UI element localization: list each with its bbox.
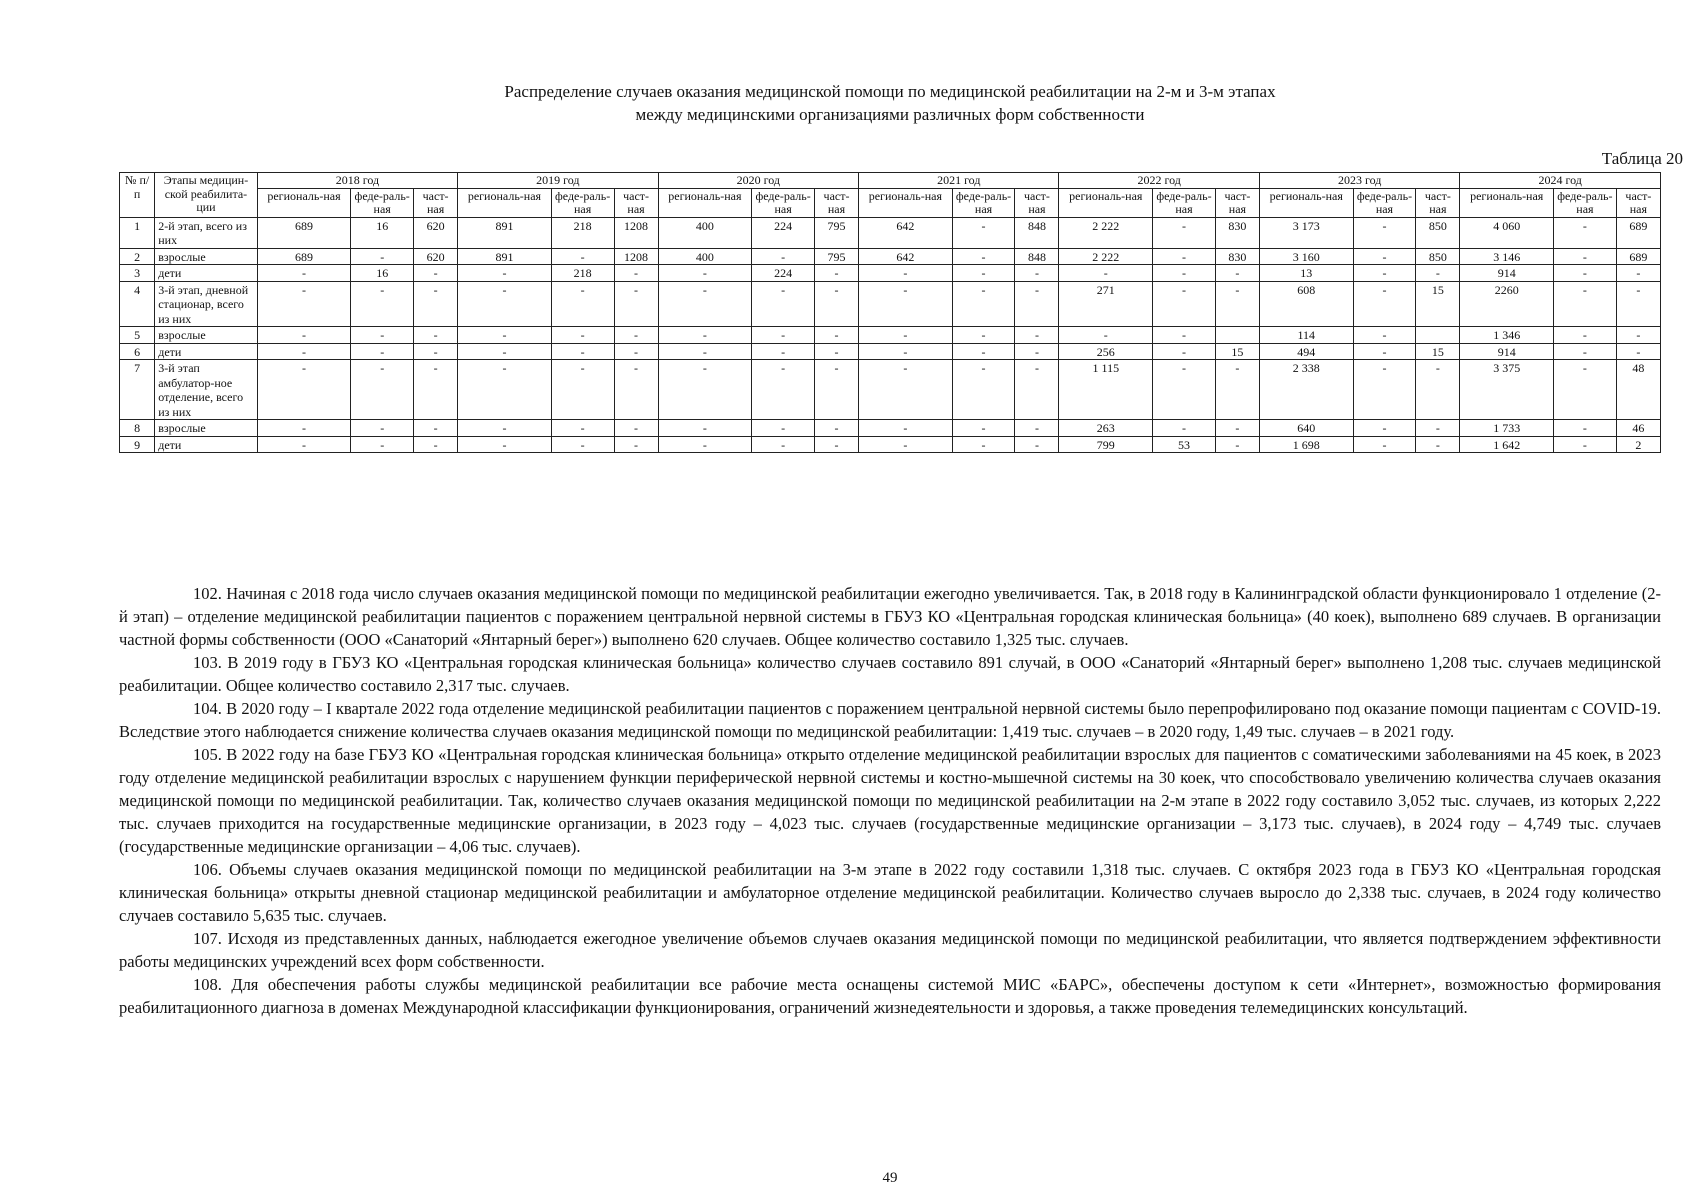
header-year: 2022 год [1059, 173, 1259, 189]
table-cell: - [752, 360, 815, 420]
paragraph: 104. В 2020 году – I квартале 2022 года отделение медицинской реабилитации пациентов с поражением центральной нервной системы было перепрофилировано под оказание помощи пациентам с COVID-19. Вследствие этого наблюдается снижение количества случаев оказания медицинской помощи по медицинской реабилитации: 1,419 тыс. случаев – в 2020 году, 1,49 тыс. случаев – в 2021 году. [119, 699, 1661, 741]
table-cell: - [814, 265, 858, 282]
table-cell: 400 [658, 248, 752, 265]
table-cell: - [658, 360, 752, 420]
table-row [120, 248, 1661, 265]
table-cell: - [1416, 420, 1460, 437]
table-cell [1215, 327, 1259, 344]
table-cell: 689 [1616, 248, 1660, 265]
table-cell: 3 146 [1460, 248, 1554, 265]
header-ownership: част-ная [1416, 188, 1460, 217]
row-number: 1 [120, 217, 155, 248]
row-stage: дети [155, 343, 257, 360]
table-cell: - [658, 436, 752, 453]
table-row [120, 360, 1661, 420]
table-cell: - [814, 343, 858, 360]
rehab-cases-table [119, 172, 1661, 453]
table-cell: - [257, 420, 351, 437]
header-ownership: част-ная [1215, 188, 1259, 217]
table-cell: - [458, 360, 552, 420]
table-cell: - [1353, 281, 1416, 327]
header-ownership: феде-раль-ная [551, 188, 614, 217]
paragraph: 106. Объемы случаев оказания медицинской помощи по медицинской реабилитации на 3-м этапе в 2022 году составили 1,318 тыс. случаев. С октября 2023 года в ГБУЗ КО «Центральная городская клиническая больница» открыты дневной стационар медицинской реабилитации и амбулаторное отделение медицинской реабилитации. Количество случаев выросло до 2,338 тыс. случаев, в 2024 году количество случаев составило 5,635 тыс. случаев. [119, 860, 1661, 925]
table-cell: - [1353, 265, 1416, 282]
table-cell: - [952, 248, 1015, 265]
table-row [120, 217, 1661, 248]
table-cell: - [1215, 281, 1259, 327]
year-header-row [120, 173, 1661, 189]
table-cell: 2 222 [1059, 217, 1153, 248]
table-cell: - [1554, 436, 1617, 453]
row-stage: взрослые [155, 248, 257, 265]
header-ownership: региональ-ная [1259, 188, 1353, 217]
table-cell: 16 [351, 265, 414, 282]
table-row [120, 281, 1661, 327]
table-cell: 271 [1059, 281, 1153, 327]
header-ownership: региональ-ная [257, 188, 351, 217]
header-num: № п/п [120, 173, 155, 218]
table-cell: - [1353, 436, 1416, 453]
table-cell: - [1215, 420, 1259, 437]
table-row [120, 420, 1661, 437]
table-cell: - [1554, 360, 1617, 420]
table-cell: - [1215, 265, 1259, 282]
table-cell: - [614, 343, 658, 360]
table-cell: - [414, 420, 458, 437]
row-stage: дети [155, 265, 257, 282]
table-cell: - [414, 343, 458, 360]
table-cell: 4 060 [1460, 217, 1554, 248]
table-cell: 218 [551, 217, 614, 248]
table-cell: - [1153, 343, 1216, 360]
table-cell: - [458, 420, 552, 437]
table-cell: - [614, 436, 658, 453]
header-ownership: феде-раль-ная [1353, 188, 1416, 217]
table-cell: - [859, 265, 953, 282]
header-year: 2018 год [257, 173, 457, 189]
table-cell: - [458, 343, 552, 360]
table-cell: 640 [1259, 420, 1353, 437]
table-cell: 891 [458, 248, 552, 265]
table-cell: 3 375 [1460, 360, 1554, 420]
table-cell: - [351, 248, 414, 265]
page-number: 49 [882, 1170, 898, 1186]
table-cell: - [859, 343, 953, 360]
table-cell: 848 [1015, 217, 1059, 248]
table-cell: 2 [1616, 436, 1660, 453]
paragraph: 107. Исходя из представленных данных, наблюдается ежегодное увеличение объемов случаев оказания медицинской помощи по медицинской реабилитации, что является подтверждением эффективности работы медицинских учреждений всех форм собственности. [119, 929, 1661, 971]
table-cell: - [257, 281, 351, 327]
table-cell: - [952, 327, 1015, 344]
header-ownership: феде-раль-ная [1554, 188, 1617, 217]
table-cell: - [658, 265, 752, 282]
table-cell: 114 [1259, 327, 1353, 344]
table-cell: - [1153, 265, 1216, 282]
table-cell: - [257, 436, 351, 453]
table-cell: - [1059, 265, 1153, 282]
table-cell: 689 [257, 217, 351, 248]
table-cell: 224 [752, 217, 815, 248]
table-cell: 850 [1416, 248, 1460, 265]
row-stage: дети [155, 436, 257, 453]
table-cell: - [1215, 436, 1259, 453]
table-cell: - [1616, 343, 1660, 360]
table-cell: - [1416, 436, 1460, 453]
table-cell: 1 733 [1460, 420, 1554, 437]
table-cell: - [814, 360, 858, 420]
table-cell: - [1015, 360, 1059, 420]
table-cell: - [351, 436, 414, 453]
header-year: 2024 год [1460, 173, 1661, 189]
table-cell: 1 115 [1059, 360, 1153, 420]
table-cell: - [814, 436, 858, 453]
table-cell: - [1353, 343, 1416, 360]
paragraph: 103. В 2019 году в ГБУЗ КО «Центральная городская клиническая больница» количество случаев составило 891 случай, в ООО «Санаторий «Янтарный берег» выполнено 1,208 тыс. случаев медицинской реабилитации. Общее количество составило 2,317 тыс. случаев. [119, 653, 1661, 695]
table-cell: - [1554, 327, 1617, 344]
table-row [120, 265, 1661, 282]
table-cell: - [551, 360, 614, 420]
table-cell: - [414, 327, 458, 344]
table-cell: 13 [1259, 265, 1353, 282]
table-cell: 848 [1015, 248, 1059, 265]
table-cell: 689 [257, 248, 351, 265]
table-cell: 400 [658, 217, 752, 248]
header-ownership: част-ная [1616, 188, 1660, 217]
header-ownership: региональ-ная [658, 188, 752, 217]
table-cell: 15 [1416, 343, 1460, 360]
row-stage: взрослые [155, 420, 257, 437]
page-title [0, 80, 1697, 126]
table-cell: 16 [351, 217, 414, 248]
header-ownership: част-ная [814, 188, 858, 217]
table-cell: - [814, 281, 858, 327]
table-cell: - [752, 343, 815, 360]
table-cell: - [551, 327, 614, 344]
table-row [120, 327, 1661, 344]
table-body [120, 217, 1661, 453]
row-stage: 3-й этап амбулатор-ное отделение, всего из них [155, 360, 257, 420]
table-cell: - [614, 281, 658, 327]
table-cell: 795 [814, 248, 858, 265]
table-cell: - [752, 327, 815, 344]
table-cell: - [752, 436, 815, 453]
table-cell: - [551, 420, 614, 437]
table-cell: - [1153, 420, 1216, 437]
header-year: 2019 год [458, 173, 658, 189]
table-cell: - [1215, 360, 1259, 420]
row-stage: 3-й этап, дневной стационар, всего из них [155, 281, 257, 327]
table-cell: - [1153, 248, 1216, 265]
table-cell: - [952, 436, 1015, 453]
table-cell: - [351, 343, 414, 360]
table-cell: 224 [752, 265, 815, 282]
table-cell: 53 [1153, 436, 1216, 453]
table-cell: - [257, 265, 351, 282]
table-row [120, 436, 1661, 453]
table-cell: - [458, 436, 552, 453]
table-cell: - [814, 420, 858, 437]
table-cell: 620 [414, 248, 458, 265]
table-cell: - [752, 281, 815, 327]
table-cell: 15 [1416, 281, 1460, 327]
row-number: 4 [120, 281, 155, 327]
table-cell: - [1153, 281, 1216, 327]
table-cell: 3 173 [1259, 217, 1353, 248]
table-cell: - [614, 265, 658, 282]
table-cell: - [814, 327, 858, 344]
table-cell: - [1153, 360, 1216, 420]
table-cell: - [952, 265, 1015, 282]
header-ownership: региональ-ная [859, 188, 953, 217]
table-cell: - [1554, 343, 1617, 360]
header-ownership: региональ-ная [1460, 188, 1554, 217]
row-number: 6 [120, 343, 155, 360]
table-cell: - [859, 420, 953, 437]
paragraph: 105. В 2022 году на базе ГБУЗ КО «Центральная городская клиническая больница» открыто отделение медицинской реабилитации взрослых для пациентов с соматическими заболеваниями на 45 коек, в 2023 году отделение медицинской реабилитации взрослых с нарушением функции периферической нервной системы и костно-мышечной системы на 30 коек, что способствовало увеличению количества случаев оказания медицинской помощи по медицинской реабилитации. Так, количество случаев оказания медицинской помощи по медицинской реабилитации на 2-м этапе в 2022 году составило 3,052 тыс. случаев, из которых 2,222 тыс. случаев приходится на государственные медицинские организации, в 2023 году – 4,023 тыс. случаев (государственные медицинские организации – 3,173 тыс. случаев), в 2024 году – 4,749 тыс. случаев (государственные медицинские организации – 4,06 тыс. случаев). [119, 745, 1661, 856]
table-cell: - [1616, 281, 1660, 327]
table-cell: - [458, 265, 552, 282]
header-year: 2020 год [658, 173, 858, 189]
table-cell: - [1554, 281, 1617, 327]
row-stage: 2-й этап, всего из них [155, 217, 257, 248]
row-stage: взрослые [155, 327, 257, 344]
row-number: 8 [120, 420, 155, 437]
row-number: 2 [120, 248, 155, 265]
table-cell: - [1153, 327, 1216, 344]
table-cell: 218 [551, 265, 614, 282]
body-text [119, 582, 1661, 1019]
table-cell: - [257, 327, 351, 344]
table-cell: - [1353, 248, 1416, 265]
table-cell: - [414, 436, 458, 453]
table-cell: - [614, 420, 658, 437]
table-cell: - [859, 436, 953, 453]
table-cell: - [351, 327, 414, 344]
table-row [120, 343, 1661, 360]
table-cell: - [1554, 217, 1617, 248]
table-cell: - [1015, 436, 1059, 453]
table-cell: - [952, 360, 1015, 420]
table-cell: - [1353, 420, 1416, 437]
table-cell: - [551, 281, 614, 327]
table-number: Таблица 20 [1601, 149, 1683, 168]
table-cell: 1208 [614, 248, 658, 265]
table-cell: 642 [859, 248, 953, 265]
table-cell: - [551, 343, 614, 360]
table-cell: 850 [1416, 217, 1460, 248]
table-cell: - [1353, 360, 1416, 420]
table-cell: - [658, 281, 752, 327]
table-cell: 914 [1460, 265, 1554, 282]
table-cell: - [859, 281, 953, 327]
header-year: 2021 год [859, 173, 1059, 189]
table-cell: - [351, 420, 414, 437]
header-stage: Этапы медицин-ской реабилита-ции [155, 173, 257, 218]
paragraph: 108. Для обеспечения работы службы медицинской реабилитации все рабочие места оснащены системой МИС «БАРС», обеспечены доступом к сети «Интернет», возможностью формирования реабилитационного диагноза в доменах Международной классификации функционирования, ограничений жизнедеятельности и здоровья, а также проведения телемедицинских консультаций. [119, 975, 1661, 1017]
table-cell: 608 [1259, 281, 1353, 327]
table-cell: 3 160 [1259, 248, 1353, 265]
table-cell: 642 [859, 217, 953, 248]
table-cell: - [1616, 265, 1660, 282]
table-cell: - [1015, 420, 1059, 437]
row-number: 9 [120, 436, 155, 453]
table-cell: - [1353, 217, 1416, 248]
header-ownership: региональ-ная [1059, 188, 1153, 217]
table-cell: 256 [1059, 343, 1153, 360]
table-cell: 891 [458, 217, 552, 248]
table-cell: - [859, 327, 953, 344]
table-cell: - [1554, 420, 1617, 437]
table-cell: 15 [1215, 343, 1259, 360]
table-cell: - [1015, 265, 1059, 282]
table-cell: - [1015, 343, 1059, 360]
table-cell: 263 [1059, 420, 1153, 437]
header-year: 2023 год [1259, 173, 1459, 189]
header-ownership: част-ная [414, 188, 458, 217]
table-cell: 689 [1616, 217, 1660, 248]
title-line-1: Распределение случаев оказания медицинской помощи по медицинской реабилитации на 2-м и 3-м этапах [504, 82, 1276, 101]
ownership-header-row [120, 188, 1661, 217]
table-cell: - [1416, 360, 1460, 420]
row-number: 3 [120, 265, 155, 282]
table-cell: - [257, 343, 351, 360]
header-ownership: феде-раль-ная [952, 188, 1015, 217]
table-cell: - [1353, 327, 1416, 344]
table-cell: 830 [1215, 248, 1259, 265]
table-cell: - [351, 360, 414, 420]
table-cell: 494 [1259, 343, 1353, 360]
table-cell: - [614, 327, 658, 344]
table-cell: - [1015, 281, 1059, 327]
header-ownership: региональ-ная [458, 188, 552, 217]
table-cell: - [859, 360, 953, 420]
table-cell: - [414, 281, 458, 327]
table-cell: - [1153, 217, 1216, 248]
table-cell: - [414, 265, 458, 282]
table-cell: - [551, 248, 614, 265]
table-cell: 1 642 [1460, 436, 1554, 453]
header-ownership: феде-раль-ная [351, 188, 414, 217]
header-ownership: част-ная [1015, 188, 1059, 217]
table-cell: - [551, 436, 614, 453]
table-cell: 1 698 [1259, 436, 1353, 453]
table-cell: - [458, 281, 552, 327]
table-cell: - [658, 343, 752, 360]
table-cell: - [658, 420, 752, 437]
table-cell: 46 [1616, 420, 1660, 437]
table-cell: 830 [1215, 217, 1259, 248]
table-cell: - [752, 248, 815, 265]
table-cell: - [752, 420, 815, 437]
header-ownership: феде-раль-ная [752, 188, 815, 217]
row-number: 5 [120, 327, 155, 344]
table-cell: - [1059, 327, 1153, 344]
table-cell: - [351, 281, 414, 327]
table-cell: 2 222 [1059, 248, 1153, 265]
table-cell: - [614, 360, 658, 420]
table-cell: - [1015, 327, 1059, 344]
header-ownership: част-ная [614, 188, 658, 217]
table-cell: - [952, 217, 1015, 248]
table-cell: - [1616, 327, 1660, 344]
paragraph: 102. Начиная с 2018 года число случаев оказания медицинской помощи по медицинской реабилитации ежегодно увеличивается. Так, в 2018 году в Калининградской области функционировало 1 отделение (2-й этап) – отделение медицинской реабилитации пациентов с поражением центральной нервной системы в ГБУЗ КО «Центральная городская клиническая больница» (40 коек), выполнено 689 случаев. В организации частной формы собственности (ООО «Санаторий «Янтарный берег») выполнено 620 случаев. Общее количество составило 1,325 тыс. случаев. [119, 584, 1661, 649]
table-cell: - [952, 343, 1015, 360]
table-cell: 1208 [614, 217, 658, 248]
table-cell: - [1554, 265, 1617, 282]
row-number: 7 [120, 360, 155, 420]
table-cell: - [1554, 248, 1617, 265]
table-cell: - [458, 327, 552, 344]
table-cell: - [952, 281, 1015, 327]
header-ownership: феде-раль-ная [1153, 188, 1216, 217]
title-line-2: между медицинскими организациями различных форм собственности [635, 105, 1145, 124]
table-cell: 795 [814, 217, 858, 248]
table-cell: - [952, 420, 1015, 437]
table-cell: 2 338 [1259, 360, 1353, 420]
table-cell: 799 [1059, 436, 1153, 453]
table-cell: - [257, 360, 351, 420]
table-cell: 620 [414, 217, 458, 248]
table-cell: - [1416, 265, 1460, 282]
table-cell [1416, 327, 1460, 344]
table-cell: 914 [1460, 343, 1554, 360]
table-cell: 1 346 [1460, 327, 1554, 344]
table-cell: 48 [1616, 360, 1660, 420]
table-cell: - [414, 360, 458, 420]
table-cell: - [658, 327, 752, 344]
table-cell: 2260 [1460, 281, 1554, 327]
